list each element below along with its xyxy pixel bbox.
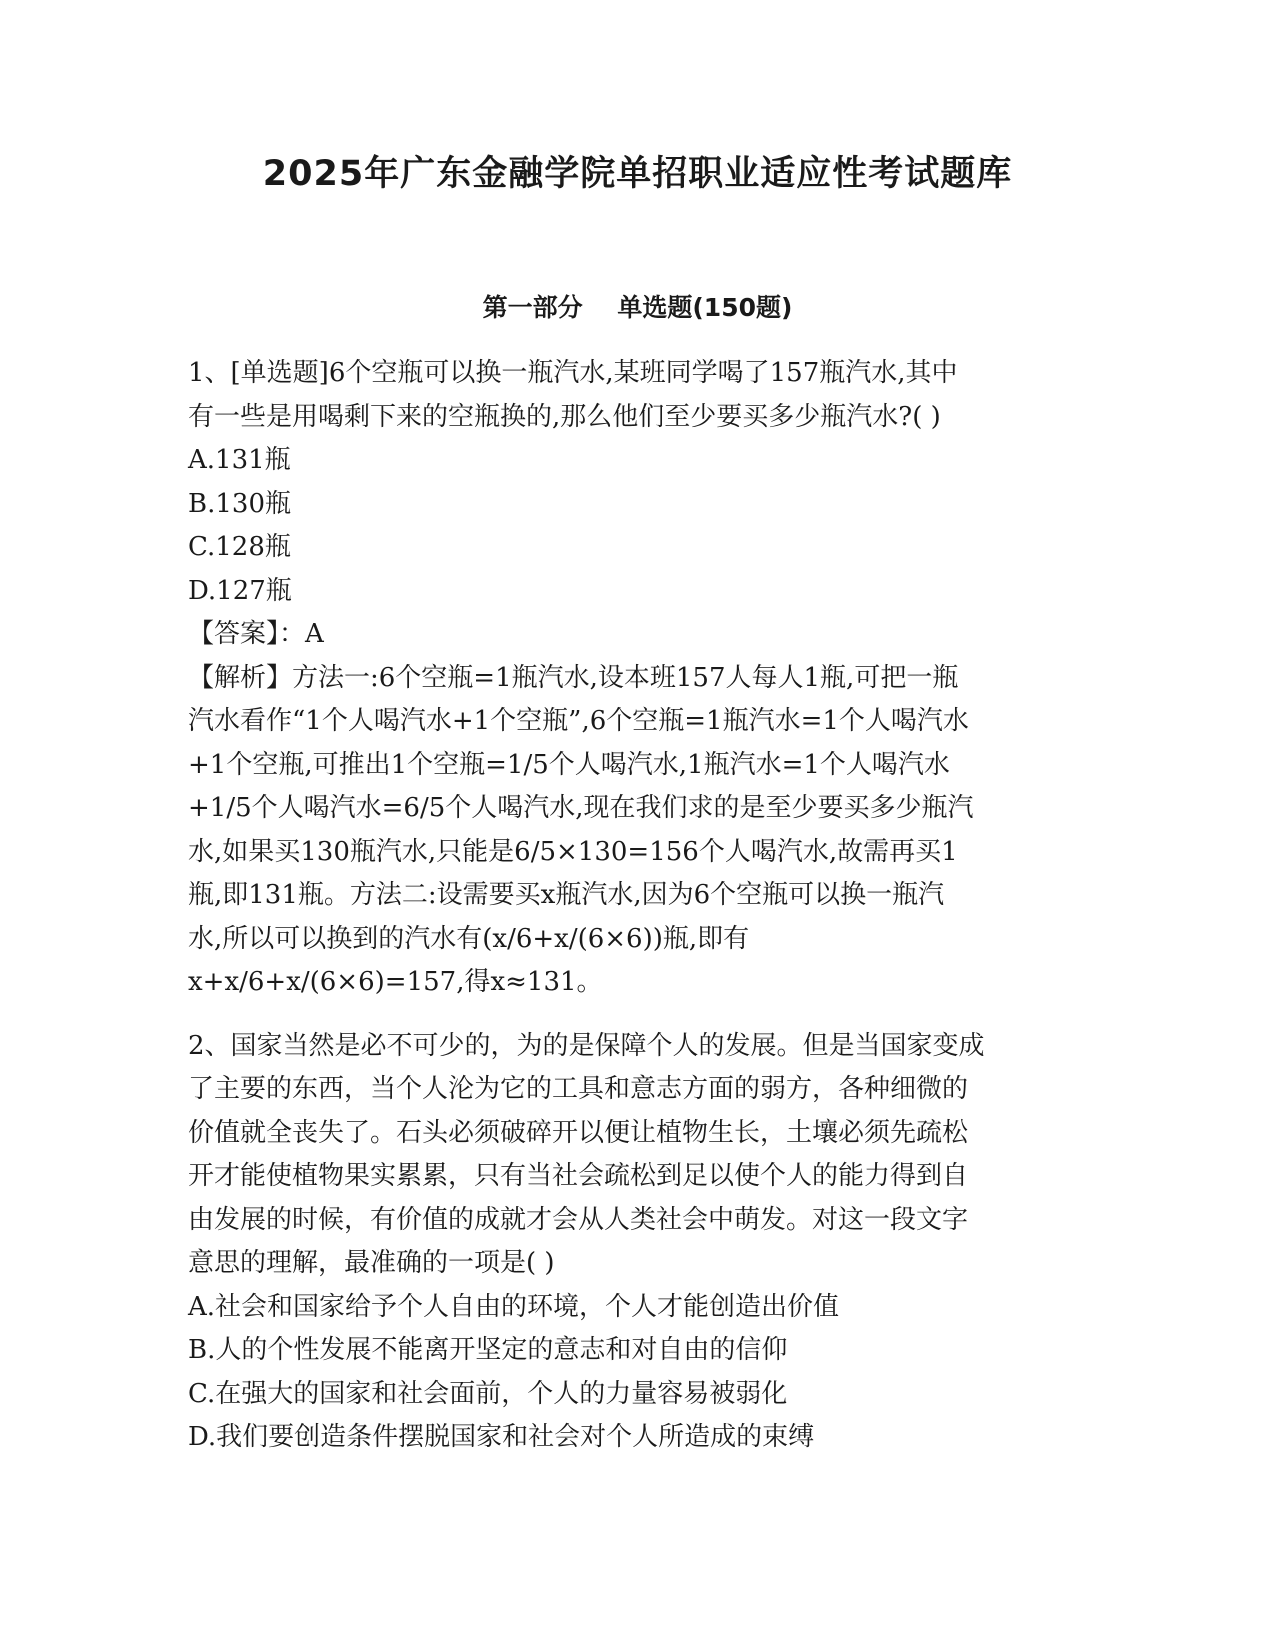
analysis-line: 瓶,即131瓶。方法二:设需要买x瓶汽水,因为6个空瓶可以换一瓶汽 — [188, 880, 945, 910]
option-list — [188, 1286, 1088, 1460]
section-title: 第一部分 单选题(150题) — [482, 293, 793, 322]
analysis-line: 【解析】方法一:6个空瓶=1瓶汽水,设本班157人每人1瓶,可把一瓶 — [188, 662, 959, 693]
document-title: 2025年广东金融学院单招职业适应性考试题库 — [262, 154, 1013, 194]
question-list — [188, 352, 1088, 1460]
analysis-line: +1/5个人喝汽水=6/5个人喝汽水,现在我们求的是至少要买多少瓶汽 — [188, 793, 974, 823]
analysis-line: 水,如果买130瓶汽水,只能是6/5×130=156个人喝汽水,故需再买1 — [188, 836, 958, 867]
stem-line: 1、[单选题]6个空瓶可以换一瓶汽水,某班同学喝了157瓶汽水,其中 — [188, 358, 958, 388]
stem-line: 开才能使植物果实累累，只有当社会疏松到足以使个人的能力得到自 — [188, 1161, 969, 1191]
analysis-line: +1个空瓶,可推出1个空瓶=1/5个人喝汽水,1瓶汽水=1个人喝汽水 — [188, 749, 950, 780]
option-c: C.128瓶 — [188, 532, 291, 562]
analysis-line: 水,所以可以换到的汽水有(x/6+x/(6×6))瓶,即有 — [188, 923, 750, 954]
question-stem — [188, 352, 1088, 439]
analysis-block — [188, 657, 1088, 1005]
stem-line: 了主要的东西，当个人沦为它的工具和意志方面的弱方，各种细微的 — [188, 1074, 969, 1104]
stem-line: 由发展的时候，有价值的成就才会从人类社会中萌发。对这一段文字 — [188, 1204, 969, 1235]
question-2 — [188, 1025, 1088, 1460]
answer-line: 【答案】：A — [188, 619, 324, 649]
option-b: B.130瓶 — [188, 488, 291, 519]
option-c: C.在强大的国家和社会面前，个人的力量容易被弱化 — [188, 1378, 788, 1409]
option-a: A.131瓶 — [188, 445, 291, 475]
analysis-line: 汽水看作“1个人喝汽水+1个空瓶”,6个空瓶=1瓶汽水=1个人喝汽水 — [188, 706, 969, 736]
question-stem — [188, 1025, 1088, 1286]
analysis-line: x+x/6+x/(6×6)=157,得x≈131。 — [188, 967, 603, 997]
stem-line: 2、国家当然是必不可少的，为的是保障个人的发展。但是当国家变成 — [188, 1030, 985, 1061]
option-d: D.我们要创造条件摆脱国家和社会对个人所造成的束缚 — [188, 1422, 815, 1452]
option-list — [188, 439, 1088, 613]
option-a: A.社会和国家给予个人自由的环境，个人才能创造出价值 — [188, 1291, 840, 1322]
question-1 — [188, 352, 1088, 1005]
option-b: B.人的个性发展不能离开坚定的意志和对自由的信仰 — [188, 1335, 788, 1365]
stem-line: 有一些是用喝剩下来的空瓶换的,那么他们至少要买多少瓶汽水?( ) — [188, 401, 941, 432]
stem-line: 意思的理解，最准确的一项是( ) — [188, 1248, 555, 1278]
stem-line: 价值就全丧失了。石头必须破碎开以便让植物生长，土壤必须先疏松 — [188, 1117, 969, 1148]
option-d: D.127瓶 — [188, 575, 292, 606]
